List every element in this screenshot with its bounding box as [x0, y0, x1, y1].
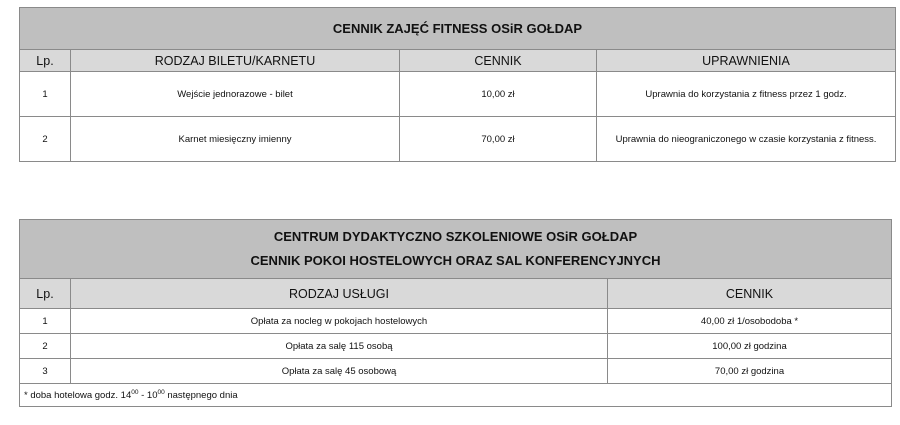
table-row	[20, 117, 896, 162]
hostel-price-table	[19, 219, 892, 407]
row-ticket-type: Wejście jednorazowe - bilet	[71, 72, 400, 117]
table-row	[20, 359, 892, 384]
table-row	[20, 72, 896, 117]
row-rights: Uprawnia do nieograniczonego w czasie korzystania z fitness.	[597, 117, 896, 162]
header-price: CENNIK	[608, 279, 892, 309]
header-lp: Lp.	[20, 279, 71, 309]
hostel-title-line2: CENNIK POKOI HOSTELOWYCH ORAZ SAL KONFERENCYJNYCH	[250, 253, 661, 268]
hostel-title-line1: CENTRUM DYDAKTYCZNO SZKOLENIOWE OSiR GOŁDAP	[273, 229, 638, 244]
row-lp: 1	[20, 72, 71, 117]
table-row	[20, 334, 892, 359]
row-ticket-type: Karnet miesięczny imienny	[71, 117, 400, 162]
footnote-mid: - 10	[138, 389, 158, 401]
row-service: Opłata za nocleg w pokojach hostelowych	[71, 309, 608, 334]
header-price: CENNIK	[400, 50, 597, 72]
footnote-sup-start: 00	[131, 388, 139, 396]
footnote-sup-end: 00	[157, 388, 165, 396]
table-row	[20, 309, 892, 334]
fitness-price-table	[19, 7, 896, 162]
row-price: 70,00 zł godzina	[608, 359, 892, 384]
footnote-suffix: następnego dnia	[164, 389, 238, 401]
footnote-prefix: * doba hotelowa godz. 14	[24, 389, 132, 401]
row-service: Opłata za salę 115 osobą	[71, 334, 608, 359]
row-lp: 3	[20, 359, 71, 384]
header-ticket-type: RODZAJ BILETU/KARNETU	[71, 50, 400, 72]
footnote	[20, 384, 892, 407]
hostel-table-title	[20, 220, 892, 279]
row-lp: 2	[20, 117, 71, 162]
header-lp: Lp.	[20, 50, 71, 72]
row-rights: Uprawnia do korzystania z fitness przez 1 godz.	[597, 72, 896, 117]
row-price: 40,00 zł 1/osobodoba *	[608, 309, 892, 334]
row-price: 10,00 zł	[400, 72, 597, 117]
row-lp: 1	[20, 309, 71, 334]
row-price: 100,00 zł godzina	[608, 334, 892, 359]
row-service: Opłata za salę 45 osobową	[71, 359, 608, 384]
header-rights: UPRAWNIENIA	[597, 50, 896, 72]
row-lp: 2	[20, 334, 71, 359]
fitness-table-title: CENNIK ZAJĘĆ FITNESS OSiR GOŁDAP	[20, 8, 896, 50]
row-price: 70,00 zł	[400, 117, 597, 162]
header-service-type: RODZAJ USŁUGI	[71, 279, 608, 309]
